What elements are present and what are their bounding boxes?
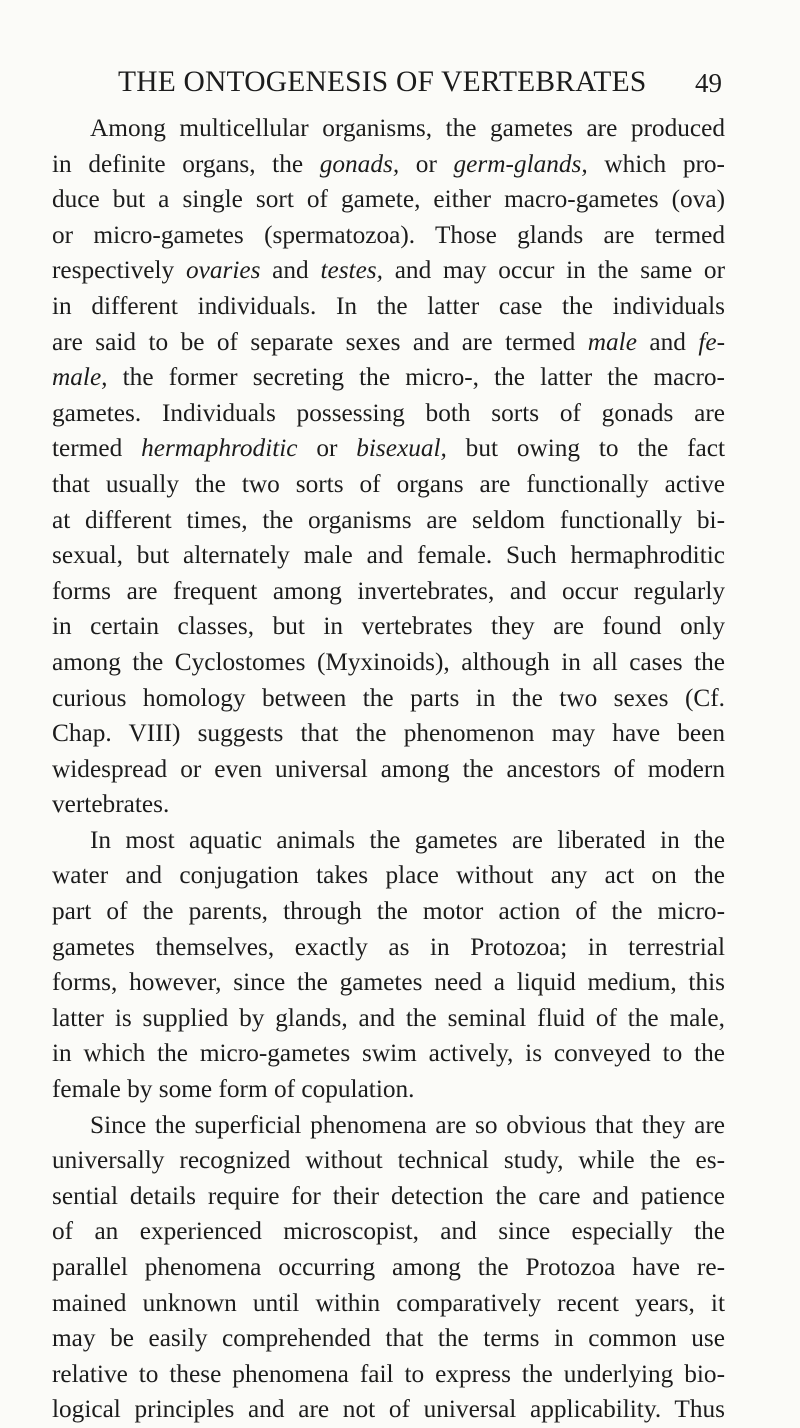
text-line: among the Cyclostomes (Myxinoids), although in all cases the [52,647,725,676]
text-line: sential details require for their detection the care and patience [52,1181,725,1210]
text-line: or micro-gametes (spermatozoa). Those glands are termed [52,220,725,249]
text-line: In most aquatic animals the gametes are liberated in the [90,825,725,854]
italic-term: germ-glands, [453,149,588,178]
text-line: logical principles and are not of universal applicability. Thus [52,1395,725,1424]
text-line: relative to these phenomena fail to express the underlying bio- [52,1359,725,1388]
text-line: male, the former secreting the micro-, the latter the macro- [52,363,725,392]
text-line: gametes. Individuals possessing both sorts of gonads are [52,398,725,427]
running-title: THE ONTOGENESIS OF VERTEBRATES [118,66,647,98]
text-line: at different times, the organisms are seldom functionally bi- [52,505,725,534]
italic-term: gonads, [319,149,400,178]
italic-term: hermaphroditic [141,434,298,463]
text-line: curious homology between the parts in the two sexes (Cf. [52,683,725,712]
text-line: in different individuals. In the latter case the individuals [52,291,725,320]
italic-term: male [587,327,637,356]
text-line: forms, however, since the gametes need a liquid medium, this [52,968,725,997]
italic-term: fe- [698,327,725,356]
text-line: parallel phenomena occurring among the Protozoa have re- [52,1253,725,1281]
text-line: Chap. VIII) suggests that the phenomenon may have been [52,719,725,748]
italic-term: ovaries [185,256,261,285]
text-line: Among multicellular organisms, the gametes are produced [90,114,725,142]
text-line: latter is supplied by glands, and the seminal fluid of the male, [52,1003,725,1032]
text-line: mained unknown until within comparatively recent years, it [52,1288,725,1317]
text-line: universally recognized without technical study, while the es- [52,1146,725,1175]
text-line: Since the superficial phenomena are so obvious that they are [90,1110,725,1139]
text-line: female by some form of copulation. [52,1075,415,1104]
body-text [52,111,725,1428]
text-line: vertebrates. [52,790,170,819]
italic-term: bisexual, [356,434,447,463]
text-line: that usually the two sorts of organs are functionally active [52,469,725,498]
page-number: 49 [695,68,722,98]
text-line: part of the parents, through the motor action of the micro- [52,897,725,926]
text-line: duce but a single sort of gamete, either macro-gametes (ova) [52,185,725,214]
text-line: widespread or even universal among the ancestors of modern [52,754,725,783]
text-line: sexual, but alternately male and female. Such hermaphroditic [52,541,725,570]
text-line: in definite organs, the gonads, or germ-glands, which pro- [52,149,725,178]
page-header [118,66,722,106]
text-line: in which the micro-gametes swim actively, is conveyed to the [52,1039,725,1068]
text-line: forms are frequent among invertebrates, and occur regularly [52,576,725,605]
italic-term: male, [52,363,108,392]
text-line: may be easily comprehended that the terms in common use [52,1324,725,1353]
text-line: termed hermaphroditic or bisexual, but owing to the fact [52,434,725,463]
text-line: of an experienced microscopist, and since especially the [52,1217,725,1246]
italic-term: testes, [320,256,383,285]
text-line: respectively ovaries and testes, and may occur in the same or [52,256,725,285]
text-line: gametes themselves, exactly as in Protozoa; in terrestrial [52,932,725,961]
text-line: are said to be of separate sexes and are termed male and fe- [52,327,725,356]
text-line: water and conjugation takes place without any act on the [52,861,725,890]
text-line: in certain classes, but in vertebrates they are found only [52,612,725,641]
